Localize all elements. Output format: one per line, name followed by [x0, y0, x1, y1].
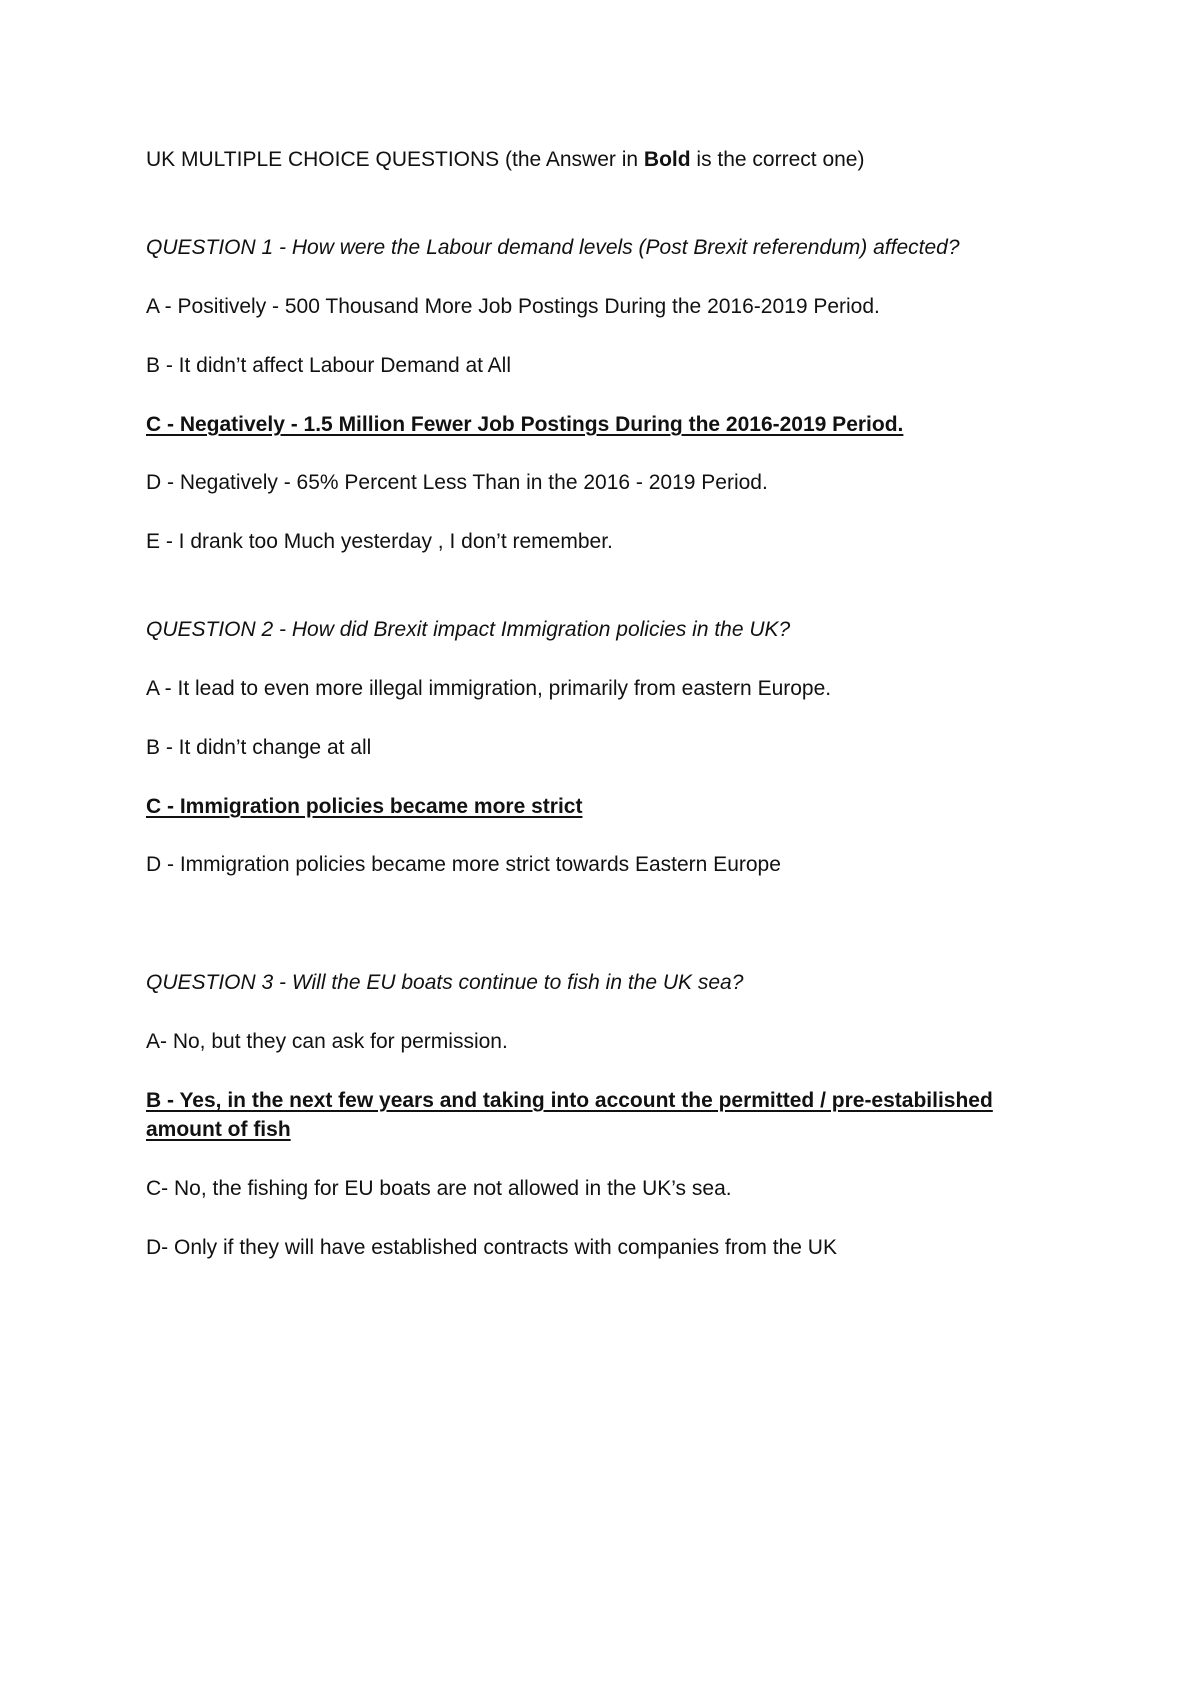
- question-1-option-b: B - It didn’t affect Labour Demand at All: [146, 354, 511, 377]
- header-suffix: is the correct one): [690, 148, 865, 171]
- question-3-option-a: A- No, but they can ask for permission.: [146, 1030, 508, 1053]
- question-3-option-d: D- Only if they will have established contracts with companies from the UK: [146, 1236, 837, 1259]
- header-bold-word: Bold: [643, 148, 691, 171]
- question-2-option-c-correct: C - Immigration policies became more strict: [146, 795, 583, 818]
- question-1-option-d: D - Negatively - 65% Percent Less Than in the 2016 - 2019 Period.: [146, 471, 768, 494]
- question-2-option-d: D - Immigration policies became more strict towards Eastern Europe: [146, 853, 781, 876]
- question-3-option-c: C- No, the fishing for EU boats are not allowed in the UK’s sea.: [146, 1177, 732, 1200]
- question-1-option-e: E - I drank too Much yesterday , I don’t remember.: [146, 530, 613, 553]
- document-header: [146, 145, 864, 174]
- question-2-title: QUESTION 2 - How did Brexit impact Immigration policies in the UK?: [146, 618, 791, 641]
- question-3-title: QUESTION 3 - Will the EU boats continue to fish in the UK sea?: [146, 971, 744, 994]
- question-1-option-a: A - Positively - 500 Thousand More Job Postings During the 2016-2019 Period.: [146, 295, 880, 318]
- question-2-option-b: B - It didn’t change at all: [146, 736, 372, 759]
- header-prefix: UK MULTIPLE CHOICE QUESTIONS (the Answer in: [146, 148, 644, 171]
- question-2-option-a: A - It lead to even more illegal immigration, primarily from eastern Europe.: [146, 677, 832, 700]
- question-1-option-c-correct: C - Negatively - 1.5 Million Fewer Job Postings During the 2016-2019 Period.: [146, 413, 904, 436]
- question-3-option-b-correct: B - Yes, in the next few years and taking into account the permitted / pre-estabilished amount of fish: [146, 1089, 993, 1141]
- question-1-title: QUESTION 1 - How were the Labour demand levels (Post Brexit referendum) affected?: [146, 236, 960, 259]
